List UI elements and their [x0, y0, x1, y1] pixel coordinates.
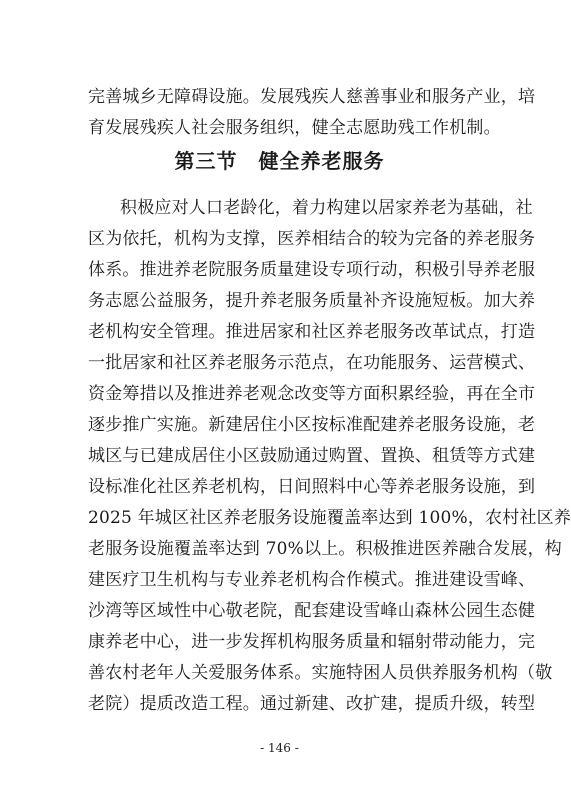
body-line-15: 康养老中心，进一步发挥机构服务质量和辐射带动能力，完 [88, 632, 536, 652]
body-line-11: 2025 年城区社区养老服务设施覆盖率达到 100%，农村社区养 [88, 508, 571, 528]
body-line-3: 体系。推进养老院服务质量建设专项行动，积极引导养老服 [88, 260, 536, 280]
body-line-17: 老院）提质改造工程。通过新建、改扩建，提质升级，转型 [88, 694, 536, 714]
body-line-14: 沙湾等区域性中心敬老院，配套建设雪峰山森林公园生态健 [88, 601, 536, 621]
intro-line-2: 育发展残疾人社会服务组织，健全志愿助残工作机制。 [88, 118, 501, 138]
body-line-1: 积极应对人口老龄化，着力构建以居家养老为基础，社 [120, 198, 533, 218]
body-line-13: 建医疗卫生机构与专业养老机构合作模式。推进建设雪峰、 [88, 570, 536, 590]
body-line-10: 设标准化社区养老机构，日间照料中心等养老服务设施，到 [88, 477, 536, 497]
body-line-4: 务志愿公益服务，提升养老服务质量补齐设施短板。加大养 [88, 291, 536, 311]
body-line-16: 善农村老年人关爱服务体系。实施特困人员供养服务机构（敬 [88, 663, 553, 683]
intro-line-1: 完善城乡无障碍设施。发展残疾人慈善事业和服务产业，培 [88, 87, 536, 107]
body-line-6: 一批居家和社区养老服务示范点，在功能服务、运营模式、 [88, 353, 536, 373]
body-line-2: 区为依托，机构为支撑，医养相结合的较为完备的养老服务 [88, 229, 536, 249]
body-line-7: 资金筹措以及推进养老观念改变等方面积累经验，再在全市 [88, 384, 536, 404]
section-title: 第三节 健全养老服务 [174, 149, 385, 173]
body-line-5: 老机构安全管理。推进居家和社区养老服务改革试点，打造 [88, 322, 536, 342]
page-number: - 146 - [260, 741, 299, 755]
body-line-12: 老服务设施覆盖率达到 70%以上。积极推进医养融合发展，构 [88, 539, 562, 559]
body-line-9: 城区与已建成居住小区鼓励通过购置、置换、租赁等方式建 [88, 446, 536, 466]
body-line-8: 逐步推广实施。新建居住小区按标准配建养老服务设施，老 [88, 415, 536, 435]
